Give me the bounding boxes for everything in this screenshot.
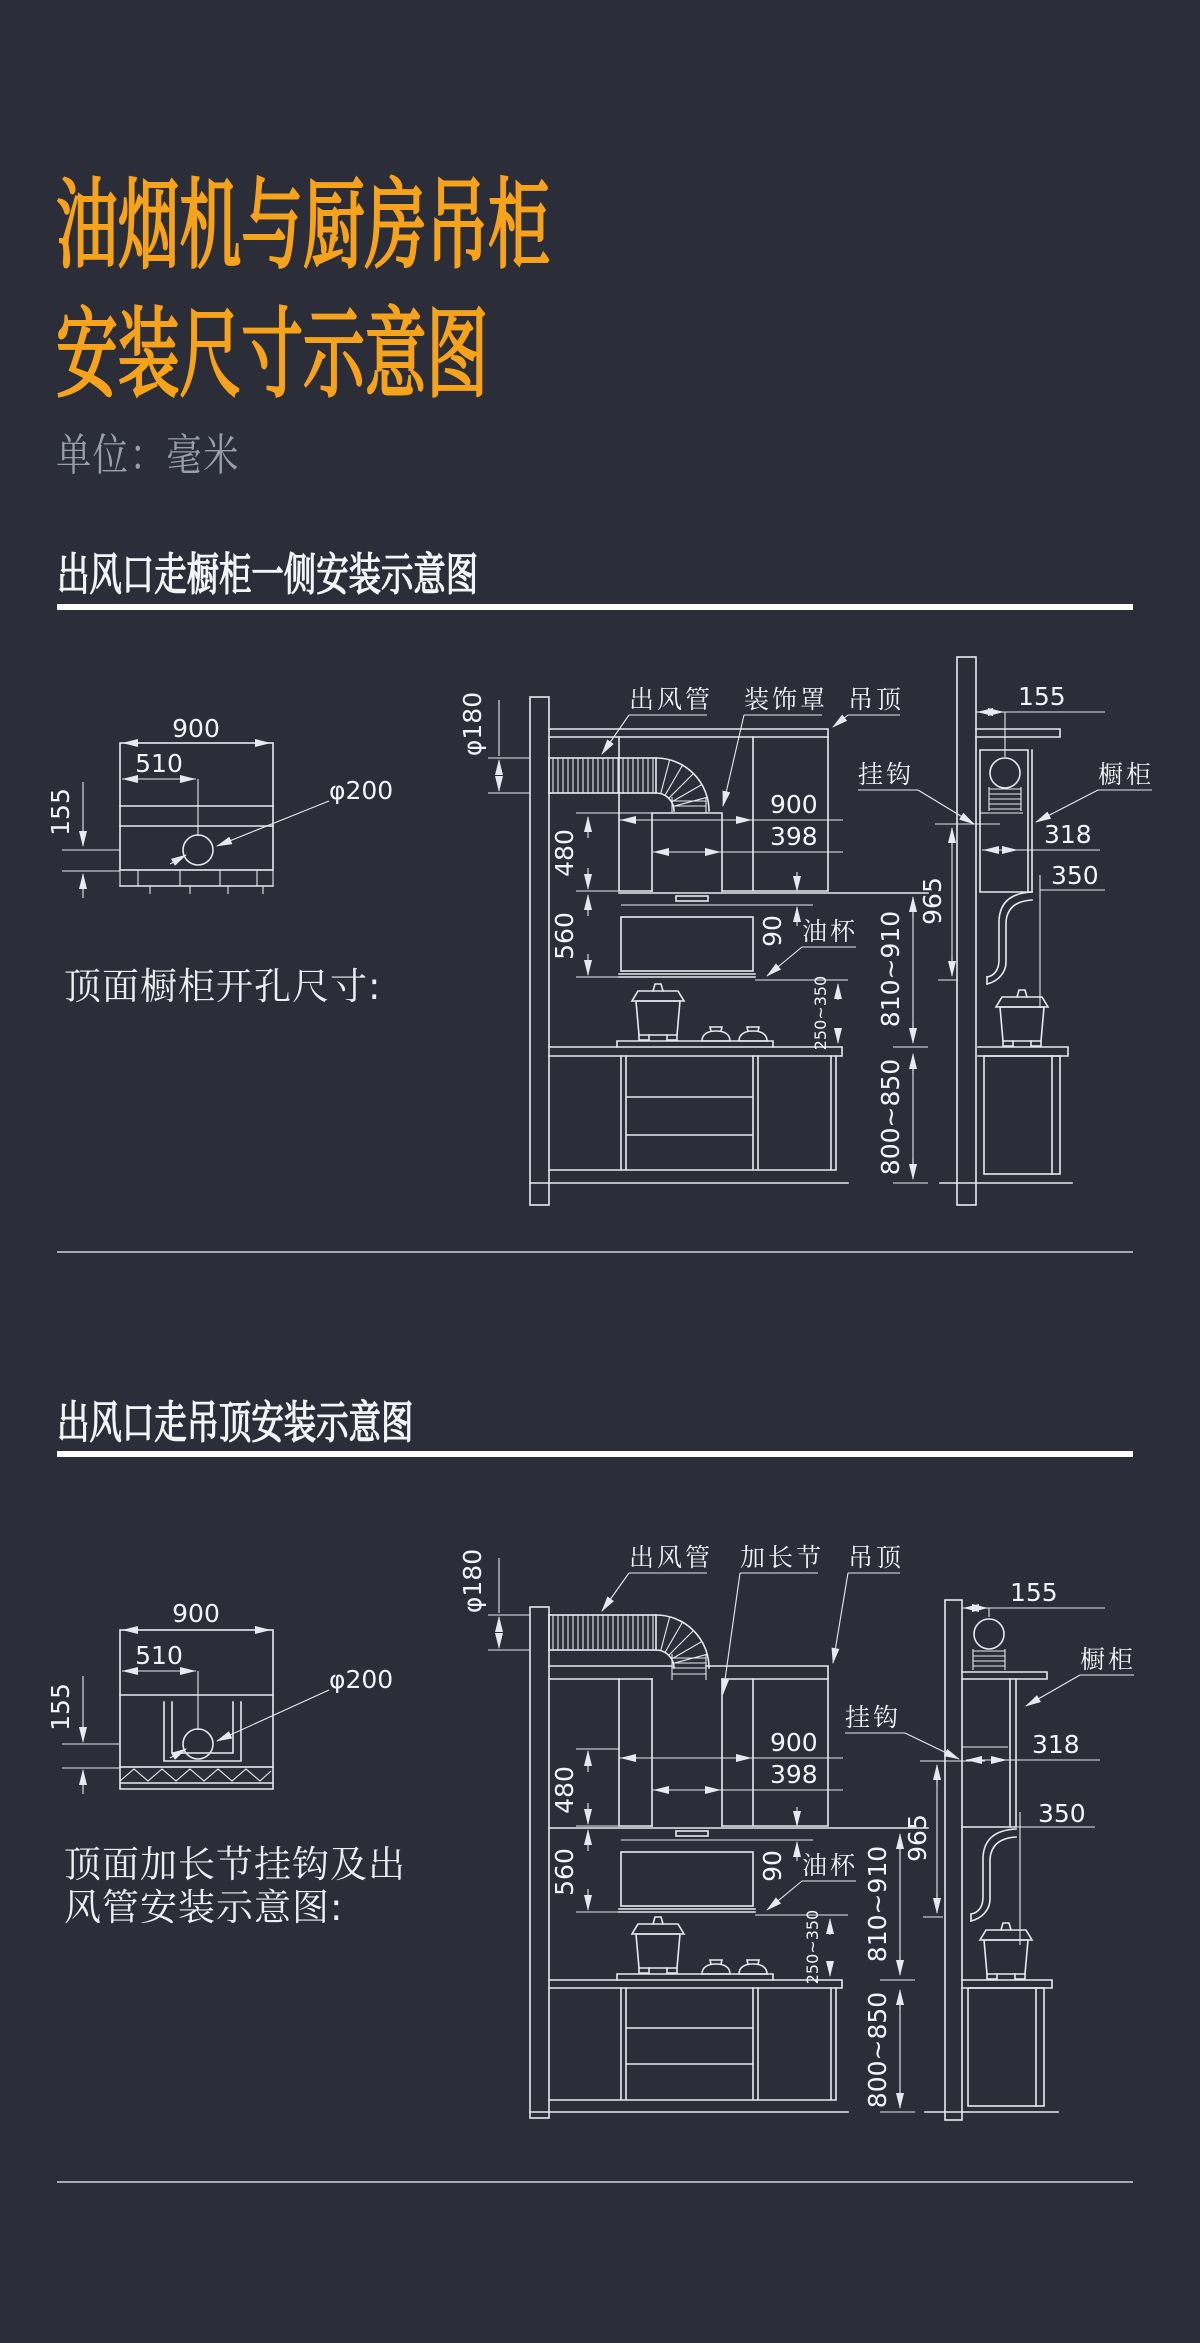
- s1-side-counter: [940, 990, 1072, 1183]
- s2-side-dim-318-text: 318: [1032, 1730, 1080, 1759]
- s2-side-cabinet: [962, 1679, 1016, 1827]
- s1-front-duct: [549, 758, 709, 813]
- s1-side-hook-label: [858, 760, 1000, 824]
- s2-side-dim-250-350: [803, 1910, 830, 1984]
- s2-side-dim-350: [1016, 1799, 1095, 1945]
- s2-plan-view: [46, 1599, 406, 1929]
- s2-side-wall: [945, 1600, 962, 2120]
- s1-side-dim-800-text: 800~850: [876, 1058, 905, 1176]
- s1-side-dim-155: [976, 682, 1105, 757]
- s1-plan-caption: 顶面橱柜开孔尺寸:: [64, 965, 382, 1008]
- s1-front-dim-398: [652, 822, 843, 852]
- s2-hook-text: 挂钩: [845, 1703, 902, 1732]
- section1-underline: [57, 604, 1133, 610]
- s2-side-dim-350-text: 350: [1038, 1799, 1086, 1828]
- s1-ceiling-label: 吊顶: [848, 685, 905, 714]
- s1-side-dim-155-text: 155: [1018, 682, 1066, 711]
- s2-oilcup-text: 油杯: [802, 1851, 859, 1880]
- s1-side-dim-350-text: 350: [1051, 861, 1099, 890]
- s1-front-dim-900-text: 900: [770, 790, 818, 819]
- s2-side-dim-318: [966, 1730, 1100, 1760]
- s1-side-cabinet: [980, 750, 1032, 892]
- s2-plan-hatch-band: [120, 1767, 273, 1789]
- s1-side-duct-rings: [987, 787, 1023, 813]
- s1-front-dim-480-text: 480: [550, 829, 579, 877]
- s2-front-dim-560-text: 560: [550, 1848, 579, 1896]
- s2-cabinet-text: 橱柜: [1080, 1645, 1137, 1674]
- s1-side-ceiling: [976, 729, 1060, 737]
- s1-side-dim-965-text: 965: [918, 877, 947, 925]
- s2-ceiling-label: 吊顶: [848, 1543, 905, 1572]
- s1-side-dim-965: [918, 828, 958, 980]
- s1-side-dim-800-850: [876, 1054, 928, 1183]
- s2-side-dim-155-text: 155: [1010, 1578, 1058, 1607]
- s2-ext-label: 加长节: [740, 1543, 825, 1572]
- s1-side-cabinet-label: [1036, 760, 1154, 822]
- s2-front-dim-398-text: 398: [770, 1760, 818, 1789]
- s1-side-dim-250-text: 250~350: [811, 975, 830, 1051]
- s1-front-ceiling: [549, 729, 828, 737]
- s1-front-dim-90-text: 90: [758, 915, 787, 947]
- s1-hook-text: 挂钩: [858, 760, 915, 789]
- s2-side-dim-965-text: 965: [903, 1814, 932, 1862]
- s2-plan-caption-line1: 顶面加长节挂钩及出: [64, 1843, 406, 1886]
- s2-side-hood-profile: [971, 1829, 1016, 1921]
- s2-side-dim-800-text: 800~850: [863, 1991, 892, 2109]
- s2-front-dim-900-text: 900: [770, 1728, 818, 1757]
- s2-duct-label: 出风管: [629, 1543, 714, 1572]
- s2-side-duct-circle: [974, 1619, 1004, 1649]
- section-divider-1: [57, 1251, 1133, 1253]
- section-divider-2: [57, 2181, 1133, 2183]
- s2-front-dim-duct-dia: [458, 1549, 530, 1650]
- s1-side-duct-circle: [990, 758, 1020, 788]
- unit-label: 单位：毫米: [56, 430, 240, 481]
- s2-front-dim-398: [652, 1760, 843, 1790]
- s2-plan-caption-line2: 风管安装示意图:: [64, 1886, 344, 1929]
- s2-side-dim-800-850: [863, 1990, 915, 2112]
- s2-side-dim-250-text: 250~350: [803, 1909, 822, 1985]
- s1-oilcup-text: 油杯: [802, 917, 859, 946]
- s1-plan-view: [46, 714, 393, 1008]
- section1-drawing: [0, 640, 1200, 1220]
- s2-front-duct: [549, 1615, 709, 1680]
- section2-underline: [57, 1451, 1133, 1457]
- s1-front-counter: [530, 984, 848, 1183]
- s2-side-duct-rings: [973, 1649, 1005, 1670]
- s1-side-wall: [957, 657, 976, 1205]
- s2-side-cabinet-label: [1026, 1645, 1136, 1706]
- s2-plan-dim-dia: φ200: [329, 1665, 394, 1694]
- s1-front-dim-duct-dia: [458, 692, 530, 793]
- section2-drawing: [0, 1540, 1200, 2150]
- s1-plan-dim-155: 155: [46, 788, 75, 836]
- s1-duct-dia-text: φ180: [458, 691, 487, 757]
- page-title-line-2: 安装尺寸示意图: [56, 298, 489, 412]
- s1-duct-label: 出风管: [629, 685, 714, 714]
- s2-plan-dim-900: 900: [172, 1599, 220, 1628]
- page-title-line-1: 油烟机与厨房吊柜: [56, 169, 550, 283]
- s2-duct-dia-text: φ180: [458, 1548, 487, 1614]
- s2-side-dim-965: [903, 1765, 943, 1917]
- s2-front-view: [458, 1543, 928, 2118]
- s1-front-dim-560: [550, 895, 619, 977]
- s2-side-hook-label: [845, 1703, 985, 1761]
- s1-side-hood-profile: [987, 892, 1032, 984]
- s1-cabinet-text: 橱柜: [1098, 760, 1155, 789]
- s1-front-dim-560-text: 560: [550, 912, 579, 960]
- section2-heading: 出风口走吊顶安装示意图: [57, 1396, 414, 1449]
- s2-front-dim-90-text: 90: [758, 1850, 787, 1882]
- s1-plan-dim-900: 900: [172, 714, 220, 743]
- s2-side-dim-810-text: 810~910: [863, 1845, 892, 1963]
- s2-front-counter: [530, 1917, 848, 2112]
- s1-plan-hole: [183, 835, 213, 865]
- s1-front-wall: [530, 697, 549, 1205]
- s1-cover-label: 装饰罩: [744, 685, 829, 714]
- s2-front-dim-90: [758, 1807, 797, 1882]
- s1-side-dim-250-350: [811, 976, 838, 1050]
- s2-front-dim-560: [550, 1830, 619, 1912]
- s1-side-dim-318-text: 318: [1044, 820, 1092, 849]
- s1-front-dim-480: [550, 813, 652, 891]
- s2-plan-dim-155: 155: [46, 1683, 75, 1731]
- s1-side-view: [811, 657, 1154, 1205]
- section1-heading: 出风口走橱柜一侧安装示意图: [57, 548, 479, 601]
- s2-plan-hole: [183, 1729, 213, 1759]
- s1-plan-front-band: [120, 870, 273, 894]
- s2-plan-dim-510: 510: [135, 1641, 183, 1670]
- s1-side-dim-810-text: 810~910: [876, 910, 905, 1028]
- s2-side-dim-155: [962, 1578, 1105, 1617]
- s1-front-dim-398-text: 398: [770, 822, 818, 851]
- s2-front-ext-chimney: [652, 1679, 722, 1826]
- s2-front-dim-480-text: 480: [550, 1766, 579, 1814]
- s2-front-top-labels: [602, 1543, 904, 1694]
- s1-front-dim-90: [758, 872, 797, 947]
- s2-plan-u-bracket: [164, 1702, 241, 1761]
- s1-side-dim-350: [1040, 861, 1105, 1008]
- s2-side-top-board: [962, 1672, 1047, 1679]
- s2-side-view: [803, 1578, 1136, 2120]
- s2-front-dim-480: [550, 1749, 619, 1826]
- s2-front-wall: [530, 1607, 549, 2118]
- s1-plan-dim-dia: φ200: [329, 776, 394, 805]
- s1-plan-dim-510: 510: [135, 749, 183, 778]
